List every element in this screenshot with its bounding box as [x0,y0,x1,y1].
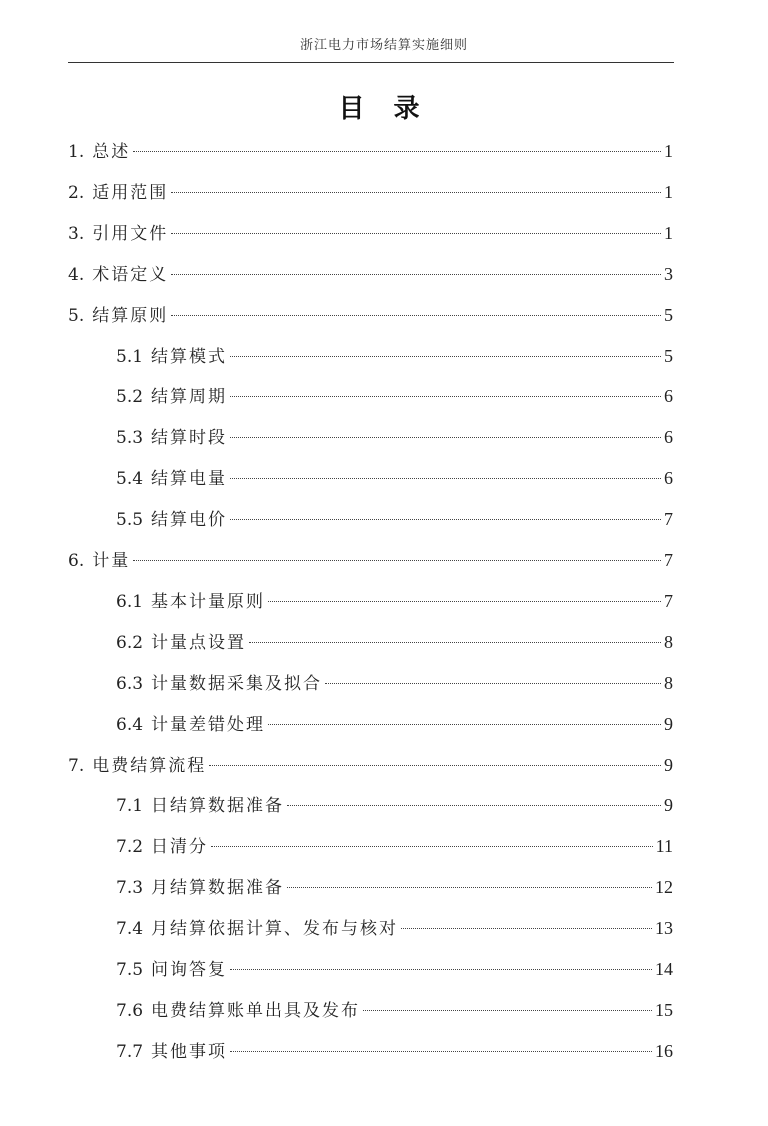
toc-entry-number: 7. [68,755,85,776]
toc-entry[interactable] [68,300,673,330]
toc-entry-number: 7.7 [116,1041,144,1062]
toc-dot-leader [287,887,652,888]
toc-dot-leader [209,765,661,766]
toc-dot-leader [230,1051,652,1052]
toc-dot-leader [171,274,661,275]
toc-dot-leader [211,846,653,847]
toc-entry-label: 计量数据采集及拟合 [151,673,323,694]
toc-entry-page-number: 6 [664,468,673,489]
toc-entry-page-number: 9 [664,713,673,734]
toc-entry-page-number: 16 [655,1040,673,1061]
toc-entry-label: 结算电量 [151,469,228,490]
toc-entry[interactable] [68,136,673,166]
toc-entry-number: 6.1 [116,591,144,612]
toc-entry-label: 结算时段 [151,428,228,449]
toc-entry[interactable] [116,586,673,616]
toc-entry-page-number: 3 [664,263,673,284]
toc-entry-number: 5.3 [116,428,144,449]
toc-entry-number: 3. [68,223,85,244]
toc-dot-leader [230,519,661,520]
toc-entry-page-number: 8 [664,672,673,693]
toc-dot-leader [230,437,661,438]
toc-entry[interactable] [116,995,673,1025]
toc-entry-page-number: 5 [664,304,673,325]
toc-entry[interactable] [116,1036,673,1066]
toc-entry-number: 6.2 [116,632,144,653]
toc-entry-page-number: 5 [664,345,673,366]
toc-entry[interactable] [68,750,673,780]
toc-entry-label: 结算周期 [151,387,228,408]
toc-entry-page-number: 8 [664,631,673,652]
toc-entry[interactable] [68,259,673,289]
toc-entry-label: 总述 [92,142,131,162]
toc-title: 目 录 [338,94,430,124]
toc-dot-leader [230,396,661,397]
toc-entry-page-number: 7 [664,550,673,570]
toc-entry-page-number: 1 [664,222,673,243]
toc-entry[interactable] [116,913,673,943]
toc-entry[interactable] [116,872,673,902]
toc-entry-number: 7.4 [116,919,144,940]
toc-dot-leader [287,805,661,806]
toc-entry-label: 月结算依据计算、发布与核对 [151,919,399,940]
toc-entry-label: 适用范围 [92,182,169,203]
toc-dot-leader [171,192,661,193]
toc-entry-number: 7.1 [116,796,144,817]
toc-dot-leader [171,233,661,234]
toc-entry-label: 引用文件 [92,223,169,244]
toc-entry-number: 5.2 [116,387,144,408]
toc-entry-label: 结算电价 [151,510,228,531]
toc-dot-leader [249,642,661,643]
toc-dot-leader [133,151,661,152]
toc-dot-leader [171,315,661,316]
toc-entry-page-number: 7 [664,590,673,611]
toc-entry-label: 术语定义 [92,264,169,285]
toc-entry[interactable] [116,341,673,371]
toc-entry[interactable] [116,709,673,739]
toc-entry-label: 计量 [92,551,131,571]
toc-entry-label: 计量点设置 [151,632,247,653]
toc-entry-label: 电费结算流程 [92,755,207,776]
toc-entry[interactable] [116,627,673,657]
toc-dot-leader [133,560,661,561]
toc-entry-label: 日清分 [151,837,209,858]
toc-entry-page-number: 9 [664,795,673,816]
running-header: 浙江电力市场结算实施细则 [299,38,468,53]
toc-entry-page-number: 6 [664,427,673,448]
toc-entry-label: 问询答复 [151,960,228,980]
toc-entry-label: 基本计量原则 [151,591,266,612]
toc-entry-label: 月结算数据准备 [151,878,285,899]
toc-dot-leader [268,601,661,602]
toc-entry-label: 计量差错处理 [151,714,266,735]
toc-entry[interactable] [116,422,673,452]
toc-entry[interactable] [68,545,673,575]
toc-entry[interactable] [68,218,673,248]
toc-entry-page-number: 6 [664,386,673,407]
toc-entry-page-number: 9 [664,754,673,775]
toc-entry-number: 5.5 [116,510,144,531]
toc-entry-number: 7.2 [116,837,144,858]
toc-entry-page-number: 1 [664,141,673,161]
toc-entry-page-number: 13 [655,918,673,939]
toc-entry-label: 电费结算账单出具及发布 [151,1000,361,1021]
toc-entry-label: 结算模式 [151,346,228,367]
toc-entry-number: 7.6 [116,1000,144,1021]
toc-entry-number: 4. [68,264,85,285]
toc-entry-number: 5.4 [116,469,144,490]
toc-entry-page-number: 7 [664,509,673,530]
toc-entry-page-number: 14 [655,959,673,979]
toc-entry-label: 日结算数据准备 [151,796,285,817]
toc-entry[interactable] [116,381,673,411]
toc-entry-page-number: 15 [655,999,673,1020]
toc-dot-leader [268,724,661,725]
toc-entry-label: 结算原则 [92,305,169,326]
toc-entry[interactable] [116,790,673,820]
toc-entry-number: 7.5 [116,960,144,980]
toc-dot-leader [230,969,652,970]
toc-dot-leader [230,478,661,479]
toc-entry-number: 5.1 [116,346,144,367]
toc-dot-leader [363,1010,652,1011]
toc-entry-number: 6.4 [116,714,144,735]
toc-dot-leader [230,356,661,357]
toc-entry-number: 2. [68,182,85,203]
toc-entry-number: 5. [68,305,85,326]
toc-entry[interactable] [68,177,673,207]
header-rule [68,62,674,63]
toc-entry-page-number: 12 [655,877,673,898]
toc-entry-page-number: 11 [655,836,673,857]
toc-entry[interactable] [116,463,673,493]
toc-entry[interactable] [116,954,673,984]
toc-entry-label: 其他事项 [151,1041,228,1062]
toc-dot-leader [325,683,661,684]
toc-dot-leader [401,928,652,929]
toc-entry[interactable] [116,504,673,534]
toc-entry-number: 6.3 [116,673,144,694]
toc-entry-number: 1. [68,142,85,162]
toc-entry[interactable] [116,831,673,861]
toc-entry-number: 6. [68,551,85,571]
toc-entry[interactable] [116,668,673,698]
toc-entry-number: 7.3 [116,878,144,899]
toc-entry-page-number: 1 [664,181,673,202]
